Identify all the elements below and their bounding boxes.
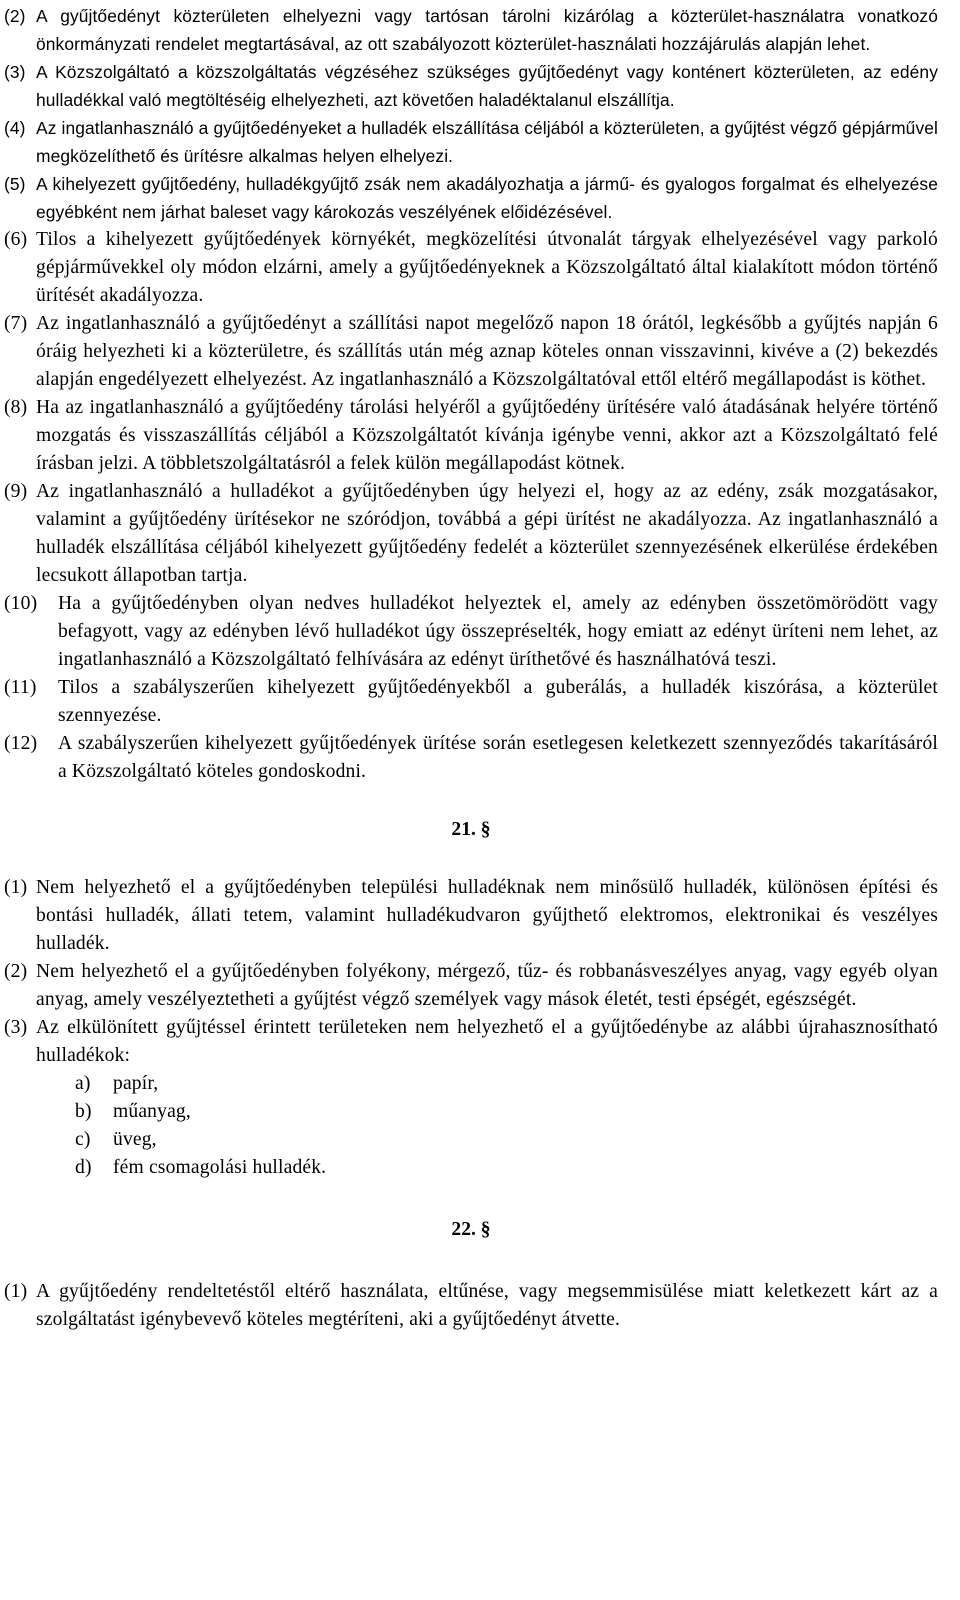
paragraph-5 (4, 170, 938, 226)
paragraph-number: (5) (4, 174, 26, 194)
paragraph-8 (4, 394, 938, 478)
paragraph-6 (4, 226, 938, 310)
section-22-heading: 22. § (451, 1219, 491, 1240)
paragraph-number: (6) (4, 229, 28, 250)
list-item-text: műanyag, (113, 1101, 191, 1122)
paragraph-2 (4, 2, 938, 58)
list-item-letter: a) (75, 1073, 91, 1094)
paragraph-3 (4, 58, 938, 114)
paragraph-number: (3) (4, 62, 26, 82)
document-page (4, 2, 938, 1334)
paragraph-11 (4, 674, 938, 730)
paragraph-number: (9) (4, 481, 28, 502)
list-item (4, 1098, 938, 1126)
paragraph-number: (1) (4, 877, 28, 898)
paragraph-text: A gyűjtőedény rendeltetéstől eltérő használata, eltűnése, vagy megsemmisülése miatt keletkezett kárt az a szolgáltatást igénybevevő köteles megtéríteni, aki a gyűjtőedényt átvette. (36, 1281, 938, 1330)
section-21-paragraph-3 (4, 1014, 938, 1070)
list-item-letter: d) (75, 1157, 92, 1178)
paragraph-7 (4, 310, 938, 394)
paragraph-number: (2) (4, 961, 28, 982)
paragraph-4 (4, 114, 938, 170)
paragraph-text: Nem helyezhető el a gyűjtőedényben települési hulladéknak nem minősülő hulladék, különösen építési és bontási hulladék, állati tetem, valamint hulladékudvaron gyűjthető elektromos, elektronikai és veszélyes hulladék. (36, 877, 938, 954)
list-item (4, 1126, 938, 1154)
paragraph-text: Ha a gyűjtőedényben olyan nedves hulladékot helyeztek el, amely az edényben összetömörödött vagy befagyott, vagy az edényben lévő hulladékot úgy összepréselték, hogy emiatt az edényt üríteni nem lehet, az ingatlanhasználó a Közszolgáltató felhívására az edényt üríthetővé és használhatóvá teszi. (58, 593, 938, 670)
list-item-letter: c) (75, 1129, 91, 1150)
paragraph-number: (8) (4, 397, 28, 418)
section-21-paragraph-1 (4, 874, 938, 958)
paragraph-number: (1) (4, 1281, 28, 1302)
paragraph-number: (2) (4, 6, 26, 26)
paragraph-number: (12) (4, 733, 38, 754)
paragraph-text: Az ingatlanhasználó a gyűjtőedényeket a hulladék elszállítása céljából a közterületen, a gyűjtést végző gépjárművel megközelíthető és ürítésre alkalmas helyen elhelyezi. (36, 118, 938, 166)
paragraph-number: (4) (4, 118, 26, 138)
paragraph-text: Nem helyezhető el a gyűjtőedényben folyékony, mérgező, tűz- és robbanásveszélyes anyag, vagy egyéb olyan anyag, amely veszélyeztetheti a gyűjtést végző személyek vagy mások életét, testi épségét, egészségét. (36, 961, 938, 1010)
list-item-text: fém csomagolási hulladék. (113, 1157, 327, 1178)
paragraph-number: (11) (4, 677, 37, 698)
recyclables-list (4, 1070, 938, 1182)
section-21-paragraph-2 (4, 958, 938, 1014)
paragraph-number: (10) (4, 593, 38, 614)
section-22-paragraph-1 (4, 1278, 938, 1334)
paragraph-text: Tilos a szabályszerűen kihelyezett gyűjtőedényekből a guberálás, a hulladék kiszórása, a közterület szennyezése. (58, 677, 938, 726)
paragraph-text: Az elkülönített gyűjtéssel érintett területeken nem helyezhető el a gyűjtőedénybe az alábbi újrahasznosítható hulladékok: (36, 1017, 938, 1066)
paragraph-12 (4, 730, 938, 786)
section-21-heading: 21. § (451, 819, 491, 840)
list-item (4, 1154, 938, 1182)
paragraph-text: Az ingatlanhasználó a hulladékot a gyűjtőedényben úgy helyezi el, hogy az az edény, zsák mozgatásakor, valamint a gyűjtőedény ürítésekor ne szóródjon, továbbá a gépi ürítést ne akadályozza. Az ingatlanhasználó a hulladék elszállítása céljából kihelyezett gyűjtőedény fedelét a közterület szennyezésének elkerülése érdekében lecsukott állapotban tartja. (36, 481, 938, 586)
paragraph-text: Az ingatlanhasználó a gyűjtőedényt a szállítási napot megelőző napon 18 órától, legkésőbb a gyűjtés napján 6 óráig helyezheti ki a közterületre, és szállítás után még aznap köteles onnan visszavinni, kivéve a (2) bekezdés alapján engedélyezett elhelyezést. Az ingatlanhasználó a Közszolgáltatóval ettől eltérő megállapodást is köthet. (36, 313, 938, 390)
paragraph-number: (3) (4, 1017, 28, 1038)
paragraph-text: A szabályszerűen kihelyezett gyűjtőedények ürítése során esetlegesen keletkezett szennyeződés takarításáról a Közszolgáltató köteles gondoskodni. (58, 733, 938, 782)
list-item-text: üveg, (113, 1129, 157, 1150)
paragraph-9 (4, 478, 938, 590)
paragraph-number: (7) (4, 313, 28, 334)
paragraph-text: A gyűjtőedényt közterületen elhelyezni vagy tartósan tárolni kizárólag a közterület-használatra vonatkozó önkormányzati rendelet megtartásával, az ott szabályozott közterület-használati hozzájárulás alapján lehet. (36, 6, 938, 54)
paragraph-text: A Közszolgáltató a közszolgáltatás végzéséhez szükséges gyűjtőedényt vagy konténert közterületen, az edény hulladékkal való megtöltéséig elhelyezheti, azt követően haladéktalanul elszállítja. (36, 62, 938, 110)
paragraph-text: Ha az ingatlanhasználó a gyűjtőedény tárolási helyéről a gyűjtőedény ürítésére való átadásának helyére történő mozgatás és visszaszállítás céljából a Közszolgáltatót kívánja igénybe venni, akkor azt a Közszolgáltató felé írásban jelzi. A többletszolgáltatásról a felek külön megállapodást kötnek. (36, 397, 938, 474)
list-item (4, 1070, 938, 1098)
paragraph-10 (4, 590, 938, 674)
paragraph-text: Tilos a kihelyezett gyűjtőedények környékét, megközelítési útvonalát tárgyak elhelyezésével vagy parkoló gépjárművekkel oly módon elzárni, amely a gyűjtőedényeknek a Közszolgáltató által kialakított módon történő ürítését akadályozza. (36, 229, 938, 306)
list-item-text: papír, (113, 1073, 159, 1094)
list-item-letter: b) (75, 1101, 92, 1122)
paragraph-text: A kihelyezett gyűjtőedény, hulladékgyűjtő zsák nem akadályozhatja a jármű- és gyalogos forgalmat és elhelyezése egyébként nem járhat baleset vagy károkozás veszélyének előidézésével. (36, 174, 938, 222)
